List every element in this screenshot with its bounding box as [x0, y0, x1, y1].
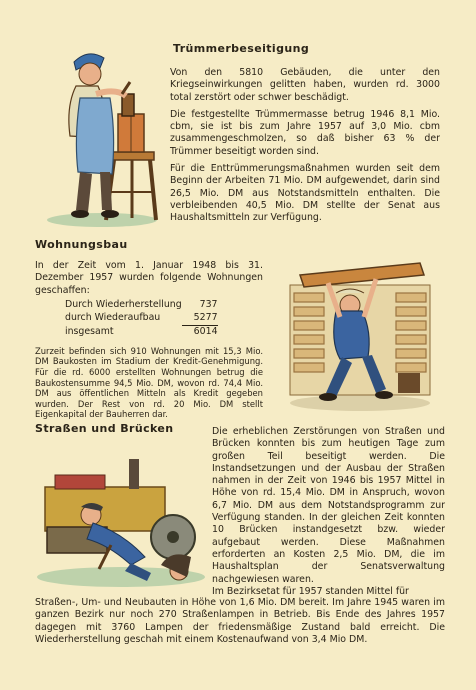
strassen-paragraph-2b: Straßen-, Um- und Neubauten in Höhe von 1,6 Mio. DM bereit. Im Jahre 1945 waren im ganzen Bezirk nur noch 270 Straßenlampen in Betrieb. Bis Ende des Jahres 1957 dagegen mit 3760 Lampen der friedensmäßige Zustand bald erreicht. Die Wiederherstellung geschah mit einem Kostenaufwand von 3,4 Mio DM. [35, 597, 445, 645]
worker-at-stand-illustration [40, 42, 170, 232]
strassen-text-block [212, 426, 445, 598]
strassen-text-block-full [35, 597, 445, 646]
truemmer-paragraph-2: Die festgestellte Trümmermasse betrug 1946 8,1 Mio. cbm, sie ist bis zum Jahre 1957 auf 3,0 Mio. cbm zusammengeschmolzen, so daß bisher 63 % der Trümmer beseitigt worden sind. [170, 108, 440, 157]
row-value: 737 [199, 298, 218, 310]
section-heading-strassen: Straßen und Brücken [35, 422, 174, 435]
table-row [65, 326, 218, 340]
wohnungen-table [65, 299, 218, 340]
table-row [65, 299, 218, 312]
row-label: Durch Wiederherstellung [65, 298, 182, 310]
truemmer-paragraph-3: Für die Enttrümmerungsmaßnahmen wurden seit dem Beginn der Arbeiten 71 Mio. DM aufgewendet, darin sind 26,5 Mio. DM aus Notstandsmitteln enthalten. Die verbleibenden 40,5 Mio. DM stellte der Senat aus Haushaltsmitteln zur Verfügung. [170, 163, 440, 224]
road-workers-steamroller-illustration [33, 445, 208, 590]
table-row [65, 312, 218, 326]
row-label: insgesamt [65, 326, 114, 338]
row-value: 5277 [182, 312, 218, 326]
wohnungsbau-intro: In der Zeit vom 1. Januar 1948 bis 31. Dezember 1957 wurden folgende Wohnungen geschaffen: [35, 260, 263, 296]
truemmer-paragraph-1: Von den 5810 Gebäuden, die unter den Kriegseinwirkungen gelitten haben, wurden rd. 3000 total zerstört oder schwer beschädigt. [170, 67, 440, 103]
truemmer-text-block [170, 67, 440, 230]
strassen-paragraph-1: Die erheblichen Zerstörungen von Straßen und Brücken konnten bis zum heutigen Tage zum großen Teil beseitigt werden. Die Instandsetzungen und der Ausbau der Straßen nahmen in der Zeit von 1946 bis 1957 Mittel in Höhe von rd. 15,4 Mio. DM in Anspruch, wovon 6,7 Mio. DM aus dem Notstandsprogramm zur Verfügung standen. In der gleichen Zeit konnten 10 Brücken instandgesetzt bzw. wieder aufgebaut werden. Diese Maßnahmen erforderten an Kosten 2,5 Mio. DM, die im Haushaltsplan der Senatsverwaltung nachgewiesen waren. [212, 426, 445, 585]
worker-carrying-beam-illustration [280, 245, 440, 415]
wohnungsbau-text-block [35, 260, 263, 425]
row-value: 6014 [193, 326, 218, 338]
section-heading-truemmer: Trümmerbeseitigung [173, 42, 310, 55]
row-label: durch Wiederaufbau [65, 312, 161, 324]
strassen-paragraph-2a: Im Bezirksetat für 1957 standen Mittel für [212, 585, 409, 597]
wohnungsbau-note: Zurzeit befinden sich 910 Wohnungen mit 15,3 Mio. DM Baukosten im Stadium der Kredit-Genehmigung. Für die rd. 6000 erstellten Wohnungen betrug die Baukostensumme 94,5 Mio. DM, wovon rd. 74,4 Mio. DM aus öffentlichen Mitteln als Kredit gegeben wurden. Der Rest von rd. 20 Mio. DM stellt Eigenkapital der Bauherren dar. [35, 345, 263, 420]
section-heading-wohnungsbau: Wohnungsbau [35, 238, 128, 251]
